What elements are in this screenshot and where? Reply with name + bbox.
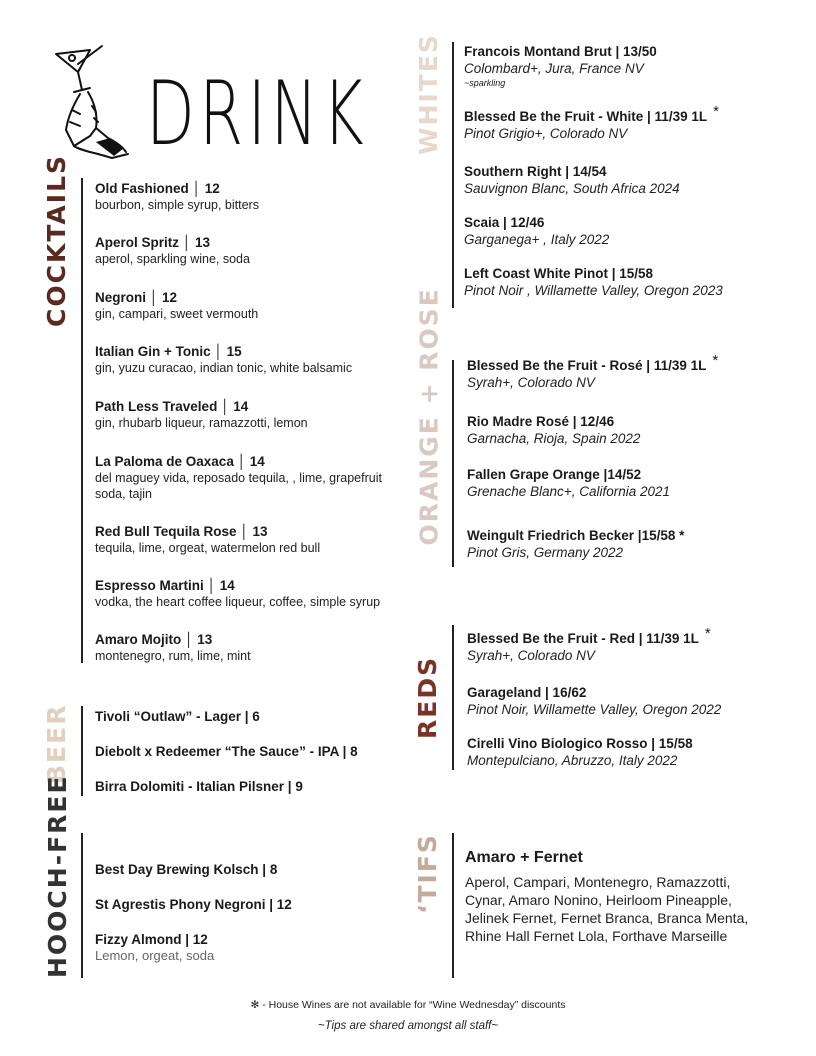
section-label-reds: REDS [413, 655, 442, 739]
tips-note: ~Tips are shared amongst all staff~ [317, 1020, 499, 1032]
tifs-title: Amaro + Fernet [465, 849, 583, 866]
cocktail-item: La Paloma de Oaxaca │ 14 del maguey vida, reposado tequila, , lime, grapefruit soda, tajin [95, 454, 382, 501]
praying-hands-martini-icon [50, 42, 130, 160]
wine-item: Scaia | 12/46 Garganega+ , Italy 2022 [464, 215, 610, 247]
wine-item: Rio Madre Rosé | 12/46 Garnacha, Rioja, Spain 2022 [467, 414, 641, 446]
wine-item: Blessed Be the Fruit - White | 11/39 1L * Pinot Grigio+, Colorado NV [464, 103, 719, 141]
section-label-orange-rose: ORANGE + ROSE [414, 287, 444, 546]
cocktail-item: Negroni │ 12 gin, campari, sweet vermouth [95, 290, 259, 321]
wine-item: Left Coast White Pinot | 15/58 Pinot Noir , Willamette Valley, Oregon 2023 [464, 266, 723, 298]
beer-divider [81, 706, 83, 796]
hooch-free-item: Best Day Brewing Kolsch | 8 [95, 862, 278, 877]
section-label-hooch-free: HOOCH-FREE [43, 774, 72, 978]
tifs-divider [452, 833, 454, 978]
whites-divider [452, 42, 454, 308]
wine-item: Southern Right | 14/54 Sauvignon Blanc, South Africa 2024 [464, 164, 680, 196]
wine-item: Weingult Friedrich Becker |15/58 * Pinot Gris, Germany 2022 [467, 528, 685, 560]
cocktail-item: Espresso Martini │ 14 vodka, the heart coffee liqueur, coffee, simple syrup [95, 578, 381, 609]
wine-item: Blessed Be the Fruit - Red | 11/39 1L * Syrah+, Colorado NV [467, 625, 711, 663]
cocktail-item: Old Fashioned │ 12 bourbon, simple syrup, bitters [95, 181, 259, 212]
wine-item: Garageland | 16/62 Pinot Noir, Willamette Valley, Oregon 2022 [467, 685, 722, 717]
wine-item: Francois Montand Brut | 13/50 Colombard+, Jura, France NV ~sparkling [464, 44, 657, 88]
house-wine-note: ✻ - House Wines are not available for “Wine Wednesday” discounts [250, 999, 566, 1011]
beer-item: Birra Dolomiti - Italian Pilsner | 9 [95, 779, 303, 794]
hooch-free-item: St Agrestis Phony Negroni | 12 [95, 897, 292, 912]
cocktail-item: Red Bull Tequila Rose │ 13 tequila, lime, orgeat, watermelon red bull [95, 524, 321, 555]
wine-item: Blessed Be the Fruit - Rosé | 11/39 1L * Syrah+, Colorado NV [467, 352, 719, 390]
tifs-list: Aperol, Campari, Montenegro, Ramazzotti, Cynar, Amaro Nonino, Heirloom Pineapple, Jelinek Fernet, Fernet Branca, Branca Menta, Rhine Hall Fernet Lola, Forthave Marseille [465, 874, 749, 944]
section-label-beer: BEER [42, 703, 71, 784]
wine-item: Fallen Grape Orange |14/52 Grenache Blanc+, California 2021 [467, 467, 671, 499]
cocktail-item: Aperol Spritz │ 13 aperol, sparkling wine, soda [95, 235, 250, 266]
cocktail-item: Amaro Mojito │ 13 montenegro, rum, lime, mint [95, 632, 251, 663]
beer-item: Diebolt x Redeemer “The Sauce” - IPA | 8 [95, 744, 358, 759]
asterisk-icon: ✻ [250, 999, 260, 1011]
hooch-free-divider [81, 833, 83, 978]
cocktail-item: Italian Gin + Tonic │ 15 gin, yuzu curacao, indian tonic, white balsamic [95, 344, 353, 375]
hooch-free-item: Fizzy Almond | 12 Lemon, orgeat, soda [95, 932, 215, 963]
wine-item: Cirelli Vino Biologico Rosso | 15/58 Montepulciano, Abruzzo, Italy 2022 [467, 736, 693, 768]
page-title: DRINK [146, 62, 369, 165]
cocktail-item: Path Less Traveled │ 14 gin, rhubarb liqueur, ramazzotti, lemon [95, 399, 308, 430]
section-label-whites: WHITES [414, 33, 443, 155]
cocktails-divider [81, 178, 83, 663]
orange-rose-divider [452, 360, 454, 567]
section-label-tifs: ‘TIFS [413, 833, 442, 914]
reds-divider [452, 625, 454, 770]
section-label-cocktails: COCKTAILS [42, 153, 71, 327]
beer-item: Tivoli “Outlaw” - Lager | 6 [95, 709, 260, 724]
